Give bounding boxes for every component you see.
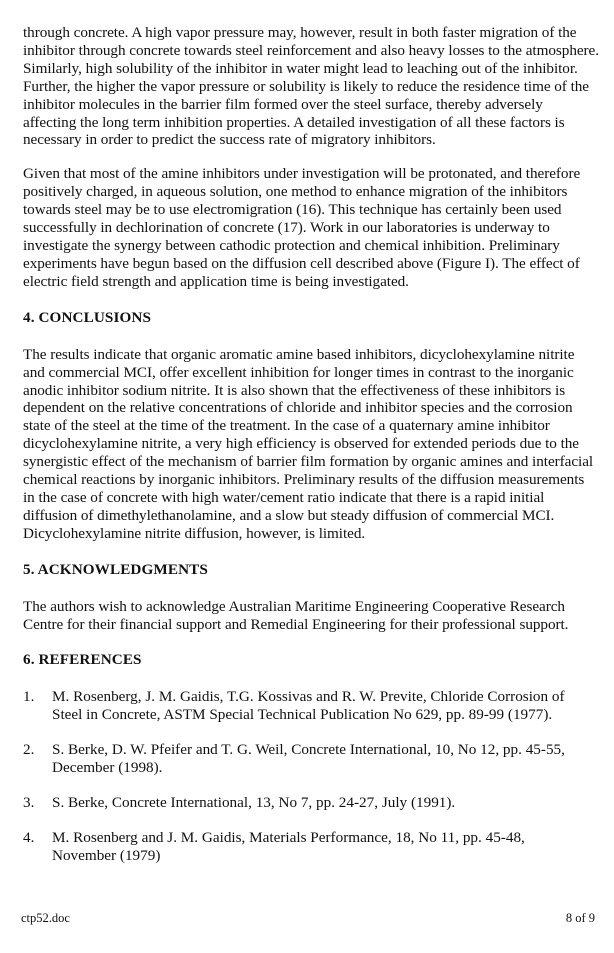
- reference-text: M. Rosenberg, J. M. Gaidis, T.G. Kossivas and R. W. Previte, Chloride Corrosion of Steel in Concrete, ASTM Special Technical Publication No 629, pp. 89-99 (1977).: [52, 688, 565, 724]
- reference-item: [23, 794, 599, 812]
- reference-text: S. Berke, Concrete International, 13, No 7, pp. 24-27, July (1991).: [52, 794, 456, 812]
- references-heading: 6. REFERENCES: [23, 651, 142, 669]
- reference-item: [23, 829, 599, 865]
- conclusions-section: [23, 309, 599, 543]
- reference-text: S. Berke, D. W. Pfeifer and T. G. Weil, Concrete International, 10, No 12, pp. 45-55, December (1998).: [52, 741, 565, 777]
- intro-paragraph-2: Given that most of the amine inhibitors under investigation will be protonated, and therefore positively charged, in aqueous solution, one method to enhance migration of the inhibitors towards steel may be to use electromigration (16). This technique has certainly been used successfully in dechlorination of concrete (17). Work in our laboratories is underway to investigate the synergy between cathodic protection and chemical inhibition. Preliminary experiments have begun based on the diffusion cell described above (Figure I). The effect of electric field strength and application time is being investigated.: [23, 165, 581, 290]
- document-page: [23, 24, 599, 882]
- footer-page-number: 8 of 9: [565, 911, 595, 925]
- footer-filename: ctp52.doc: [21, 911, 70, 925]
- acknowledgments-body: The authors wish to acknowledge Australian Maritime Engineering Cooperative Research Centre for their financial support and Remedial Engineering for their professional support.: [23, 597, 569, 633]
- acknowledgments-heading: 5. ACKNOWLEDGMENTS: [23, 560, 208, 578]
- reference-text: M. Rosenberg and J. M. Gaidis, Materials Performance, 18, No 11, pp. 45-48, November (1979): [52, 829, 525, 864]
- acknowledgments-section: [23, 561, 599, 634]
- conclusions-body: The results indicate that organic aromatic amine based inhibitors, dicyclohexylamine nitrite and commercial MCI, offer excellent inhibition for longer times in contrast to the inorganic anodic inhibitor sodium nitrite. It is also shown that the effectiveness of these inhibitors is dependent on the relative concentrations of chloride and inhibitor species and the corrosion state of the steel at the time of the treatment. In the case of a quaternary amine inhibitor dicyclohexylamine nitrite, a very high efficiency is observed for extended periods due to the synergistic effect of the mechanism of barrier film formation by organic amines and interfacial chemical reactions by inorganic inhibitors. Preliminary results of the diffusion measurements in the case of concrete with high water/cement ratio indicate that there is a rapid initial diffusion of dimethylethanolamine, and a slow but steady diffusion of commercial MCI. Dicyclohexylamine nitrite diffusion, however, is limited.: [23, 345, 594, 542]
- reference-number: 1.: [23, 688, 35, 706]
- page-footer: [21, 911, 595, 925]
- references-list: [23, 688, 599, 864]
- reference-number: 4.: [23, 829, 35, 846]
- reference-number: 3.: [23, 794, 35, 812]
- conclusions-heading: 4. CONCLUSIONS: [23, 308, 151, 326]
- reference-number: 2.: [23, 741, 35, 759]
- reference-item: [23, 688, 599, 724]
- reference-item: [23, 741, 599, 777]
- intro-paragraph-1: through concrete. A high vapor pressure may, however, result in both faster migration of the inhibitor through concrete towards steel reinforcement and also heavy losses to the atmosphere. Similarly, high solubility of the inhibitor in water might lead to leaching out of the inhibitor. Further, the higher the vapor pressure or solubility is likely to reduce the residence time of the inhibitor molecules in the barrier film formed over the steel surface, thereby adversely affecting the long term inhibition properties. A detailed investigation of all these factors is necessary in order to predict the success rate of migratory inhibitors.: [23, 24, 599, 149]
- references-section: [23, 651, 599, 864]
